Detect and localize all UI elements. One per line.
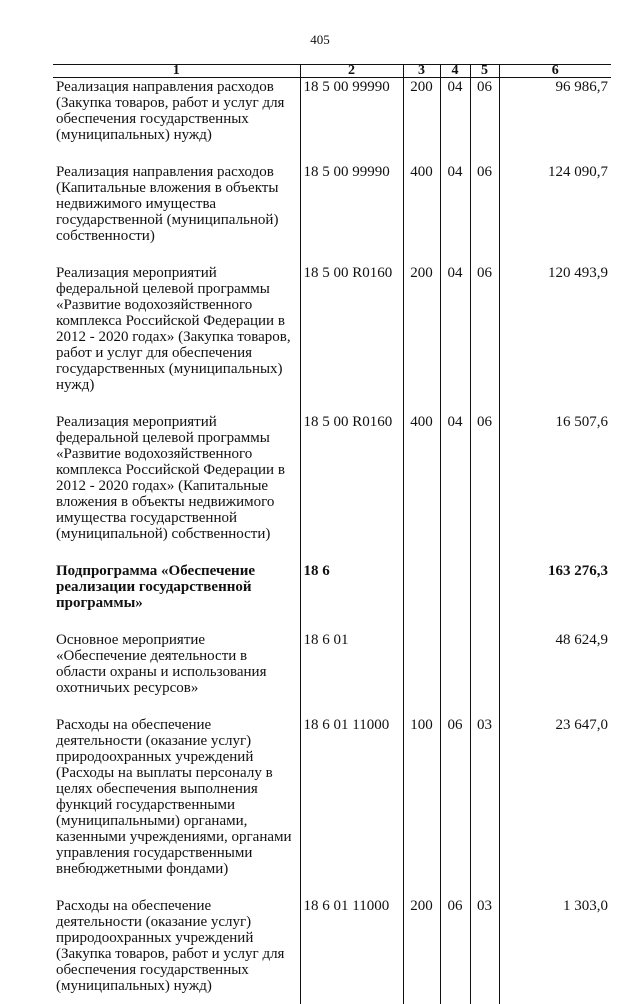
table-row [53,163,611,244]
row-subsection: 06 [470,78,499,144]
row-expense-type: 200 [403,264,440,393]
column-header: 4 [440,65,470,78]
row-section: 04 [440,163,470,244]
budget-table [53,64,611,1004]
row-subsection: 06 [470,163,499,244]
row-code: 18 5 00 R0160 [300,264,403,393]
column-header: 6 [499,65,611,78]
row-section: 04 [440,413,470,542]
row-description: Расходы на обеспечение деятельности (оказание услуг) природоохранных учреждений (Расходы на выплаты персоналу в целях обеспечения выполнения функций государственными (муниципальными) органами, казенными учреждениями, органами управления государственными внебюджетными фондами) [53,716,300,877]
row-description: Реализация направления расходов (Капитальные вложения в объекты недвижимого имущества государственной (муниципальной) собственности) [53,163,300,244]
row-spacer [53,143,611,163]
row-code: 18 5 00 R0160 [300,413,403,542]
row-description: Расходы на обеспечение деятельности (оказание услуг) природоохранных учреждений (Закупка товаров, работ и услуг для обеспечения государственных (муниципальных) нужд) [53,897,300,994]
row-expense-type: 100 [403,716,440,877]
row-amount: 23 647,0 [499,716,611,877]
table-row [53,264,611,393]
row-code: 18 5 00 99990 [300,78,403,144]
table-row [53,631,611,696]
table-row [53,78,611,144]
page-number: 405 [310,32,330,47]
row-spacer [53,542,611,562]
row-subsection: 06 [470,264,499,393]
table-row [53,716,611,877]
table-row [53,413,611,542]
column-header: 1 [53,65,300,78]
column-header: 2 [300,65,403,78]
row-spacer [53,877,611,897]
row-description: Основное мероприятие «Обеспечение деятельности в области охраны и использования охотничьих ресурсов» [53,631,300,696]
row-amount: 48 624,9 [499,631,611,696]
row-section: 04 [440,78,470,144]
row-code: 18 5 00 99990 [300,163,403,244]
row-amount: 124 090,7 [499,163,611,244]
row-description: Реализация направления расходов (Закупка товаров, работ и услуг для обеспечения государственных (муниципальных) нужд) [53,78,300,144]
table-row [53,897,611,994]
row-section: 04 [440,264,470,393]
row-section: 06 [440,716,470,877]
row-amount: 16 507,6 [499,413,611,542]
row-code: 18 6 01 11000 [300,897,403,994]
row-expense-type: 200 [403,78,440,144]
row-code: 18 6 [300,562,403,611]
row-subsection [470,631,499,696]
row-section [440,562,470,611]
row-subsection [470,562,499,611]
row-section [440,631,470,696]
row-subsection: 06 [470,413,499,542]
header-row [53,65,611,78]
row-amount: 96 986,7 [499,78,611,144]
row-spacer [53,696,611,716]
column-header: 5 [470,65,499,78]
row-expense-type: 200 [403,897,440,994]
row-expense-type: 400 [403,163,440,244]
row-subsection: 03 [470,716,499,877]
row-section: 06 [440,897,470,994]
row-expense-type: 400 [403,413,440,542]
row-expense-type [403,631,440,696]
row-description: Реализация мероприятий федеральной целевой программы «Развитие водохозяйственного комплекса Российской Федерации в 2012 - 2020 годах» (Закупка товаров, работ и услуг для обеспечения государственных (муниципальных) нужд) [53,264,300,393]
row-expense-type [403,562,440,611]
row-amount: 163 276,3 [499,562,611,611]
table-row-subprogram [53,562,611,611]
row-amount: 1 303,0 [499,897,611,994]
row-description: Подпрограмма «Обеспечение реализации государственной программы» [53,562,300,611]
row-amount: 120 493,9 [499,264,611,393]
row-spacer [53,994,611,1004]
row-spacer [53,244,611,264]
row-code: 18 6 01 [300,631,403,696]
row-spacer [53,611,611,631]
row-description: Реализация мероприятий федеральной целевой программы «Развитие водохозяйственного комплекса Российской Федерации в 2012 - 2020 годах» (Капитальные вложения в объекты недвижимого имущества государственной (муниципальной) собственности) [53,413,300,542]
column-header: 3 [403,65,440,78]
row-spacer [53,393,611,413]
row-code: 18 6 01 11000 [300,716,403,877]
row-subsection: 03 [470,897,499,994]
